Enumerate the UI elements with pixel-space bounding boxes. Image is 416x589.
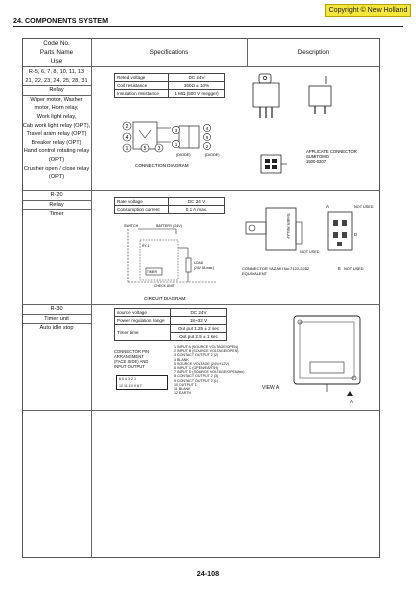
pin-arrangement-title: [114, 349, 149, 369]
spec-label: Coil resistance: [115, 82, 169, 90]
relay-illustration: [251, 70, 376, 188]
connector-caption: APPLICATE CONNECTOR: [306, 149, 357, 154]
timer-unit-inner-panel: [300, 322, 354, 378]
pin-list-item: 6 INPUT C (OPEN/EARTH): [174, 366, 218, 371]
view-arrow: [347, 391, 353, 396]
circuit-label-switch: SWITCH: [124, 224, 139, 228]
circuit-label-check-unit: CHECK UNIT: [154, 284, 175, 288]
spec-row: [115, 317, 227, 325]
row1-code-column: [22, 68, 91, 182]
row1-spec-table: [114, 73, 225, 98]
row3-spec-table: [114, 308, 227, 341]
spec-value: 360Ω ± 10%: [169, 82, 225, 90]
row2-code: R-20: [22, 191, 91, 201]
timer-relay-illustration: [240, 198, 380, 302]
spec-row: [115, 90, 225, 98]
pin-list-item: 3 CONTACT OUTPUT 2 (2): [174, 353, 219, 358]
spec-label: Power regulation range: [115, 317, 171, 325]
pin-list-item: 4 BLANK: [174, 357, 189, 362]
spec-value: Out put 1.25 ± 2 sec: [171, 325, 227, 333]
header-rule: [22, 66, 380, 67]
timer-unit-illustration: [286, 312, 376, 408]
header-specifications: Specifications: [149, 49, 189, 56]
pin-a-label: A: [326, 204, 329, 209]
spec-label: source voltage: [115, 309, 171, 317]
copyright-badge: Copyright © New Holland: [325, 4, 411, 17]
pin-number: 1: [174, 142, 178, 147]
pin-list-item: 1 INPUT A (SOURCE VOLTAGE/OPEN): [174, 345, 239, 349]
pin-arrangement-line: (FACE SIDE) AND: [114, 359, 149, 364]
spec-label: Rate voltage: [115, 198, 169, 206]
relay-mount-tab: [259, 74, 271, 83]
diode-label: (DIODE): [176, 153, 191, 157]
not-used-top: NOT USED: [354, 205, 374, 209]
pin-number: 5: [205, 135, 209, 140]
connector-drawing: [261, 155, 281, 173]
row3-rule: [22, 410, 380, 411]
row1-use-line: Hand control rotating relay: [23, 148, 90, 155]
timer-relay-part-label: TIMER RELAY: [286, 212, 291, 240]
title-rule: [13, 26, 403, 27]
timer-unit-connector: [310, 362, 344, 373]
page-number: 24-108: [196, 569, 220, 578]
row2-use: Timer: [49, 211, 64, 218]
timer-circuit-diagram: [116, 222, 236, 302]
pin-list-item: 8 CONTACT OUTPUT 2 (3): [174, 374, 219, 379]
spec-row: [115, 325, 227, 333]
row1-name: Relay: [22, 85, 91, 96]
connector-caption: 1500-0207: [306, 159, 327, 164]
diode-label: (DIODE): [205, 153, 220, 157]
connector-caption: CONNECTOR YAZAKI No.7122-2252: [242, 266, 310, 271]
circuit-label-battery: BATTERY (24V): [156, 224, 182, 228]
circuit-label-timer: TIMER: [147, 270, 157, 274]
row1-code-line: R-5, 6, 7, 8, 10, 11, 13: [28, 69, 85, 75]
spec-row: [115, 309, 227, 317]
connection-diagram-caption: CONNECTION DIAGRAM: [135, 163, 189, 168]
connector-top-numbers: 6 5 4 3 2 1: [119, 377, 136, 381]
spec-label: Insulation resistance: [115, 90, 169, 98]
spec-label: Consumption current: [115, 206, 169, 214]
spec-value: DC 24V: [169, 74, 225, 82]
row1-use-line: Work light relay,: [36, 113, 77, 120]
spec-value: 0.1 A max.: [169, 206, 225, 214]
view-a-label: VIEW A: [262, 385, 280, 391]
pin-list-item: 11 BLANK: [174, 387, 191, 392]
row1-use-line: (OPT): [48, 156, 65, 163]
spec-row: [115, 82, 225, 90]
row1-use-line: Wiper motor, Washer: [30, 96, 83, 103]
pin-list-item: 7 INPUT D (SOURCE VOLTAGE/OPEN/etc): [174, 370, 245, 375]
header-code-column: [22, 39, 91, 66]
connector-pin-face: [116, 375, 168, 390]
header-code-line: Parts Name: [39, 49, 74, 56]
row1-use-line: (OPT): [48, 174, 65, 181]
pin-arrangement-line: ARRANGMENT: [114, 354, 144, 359]
connector-caption: SUMITOMO: [306, 154, 329, 159]
connector-caption: EQUIVALENT: [242, 271, 268, 276]
row3-code: R-30: [22, 305, 91, 315]
pin-number: 1: [125, 146, 129, 152]
spec-value: 1 MΩ (500 V megger): [169, 90, 225, 98]
pin-arrangement-line: INPUT OUTPUT: [114, 364, 145, 369]
connection-diagram: [121, 116, 241, 172]
pin-number: 3: [174, 128, 178, 133]
pin-number: 4: [205, 126, 209, 131]
circuit-label-ry1: RY-1: [142, 244, 150, 248]
row3-name: Timer unit: [22, 315, 91, 325]
spec-value: DC 24V: [171, 309, 227, 317]
not-used-bottom: NOT USED: [344, 267, 364, 271]
pin-list-item: 12 EARTH: [174, 391, 192, 396]
relay-body: [253, 83, 279, 107]
row1-use-line: Breaker relay (OPT): [31, 139, 82, 146]
pin-list-item: 10 OUTPUT 1: [174, 382, 197, 387]
circuit-label-load-rating: (24V 3A max.): [194, 266, 215, 270]
connector-bottom-numbers: 12 11 10 9 8 7: [119, 384, 142, 388]
row2-code-column: [22, 191, 91, 219]
row3-code-column: [22, 305, 91, 333]
pin-number: 4: [125, 135, 129, 141]
row2-name: Relay: [22, 201, 91, 211]
row1-use-line: Travel aram relay (OPT): [26, 131, 87, 138]
column-divider-1: [91, 38, 92, 558]
pin-list-item: 2 INPUT B (SOURCE VOLTAGE/OPEN): [174, 349, 239, 354]
spec-value: 18~32 V: [171, 317, 227, 325]
row1-use-line: motor, Horn relay,: [34, 105, 79, 112]
spec-row: [115, 74, 225, 82]
pin-number: 2: [205, 144, 209, 149]
pin-e-label: E: [338, 266, 341, 271]
pin-number: 2: [125, 124, 129, 130]
view-arrow-label: A: [350, 399, 353, 404]
spec-value: Out put 2.5 ± 1 sec: [171, 333, 227, 341]
row1-use-line: Crusher open / close relay: [23, 165, 90, 172]
pin-list: [174, 345, 245, 395]
load-block: [186, 258, 191, 272]
circuit-diagram-caption: CIRCUIT DIAGRAM: [144, 296, 186, 301]
spec-row: [115, 198, 225, 206]
relay-side-view: [309, 86, 331, 106]
header-code-line: Code No.: [43, 40, 70, 47]
pin-list-item: 9 CONTACT OUTPUT 2 (1): [174, 378, 219, 383]
not-used-mid: NOT USED: [300, 250, 320, 254]
pin-number: 3: [157, 146, 161, 152]
header-code-line: Use: [50, 58, 63, 65]
timer-unit-housing: [294, 316, 360, 384]
row1-use-line: Cab work light relay (OPT),: [22, 122, 91, 129]
circuit-label-load: LOAD: [194, 261, 204, 265]
header-description: Description: [297, 49, 330, 56]
row3-use: Auto idle stop: [39, 325, 74, 332]
spec-label: Reted voltage: [115, 74, 169, 82]
spec-row: [115, 206, 225, 214]
pin-d-label: D: [354, 232, 358, 237]
section-title: 24. COMPONENTS SYSTEM: [13, 16, 109, 25]
pin-list-item: 5 SOURCE VOLTAGE (24V/±12V): [174, 361, 229, 366]
pin-arrangement-line: CONNECTOR PIN: [114, 349, 150, 354]
spec-label: Timer time: [115, 325, 171, 341]
row1-code-line: 21, 22, 23, 24, 25, 28, 31: [25, 77, 88, 84]
spec-value: DC 24 V: [169, 198, 225, 206]
row2-spec-table: [114, 197, 225, 214]
pin-number: 5: [143, 146, 147, 152]
